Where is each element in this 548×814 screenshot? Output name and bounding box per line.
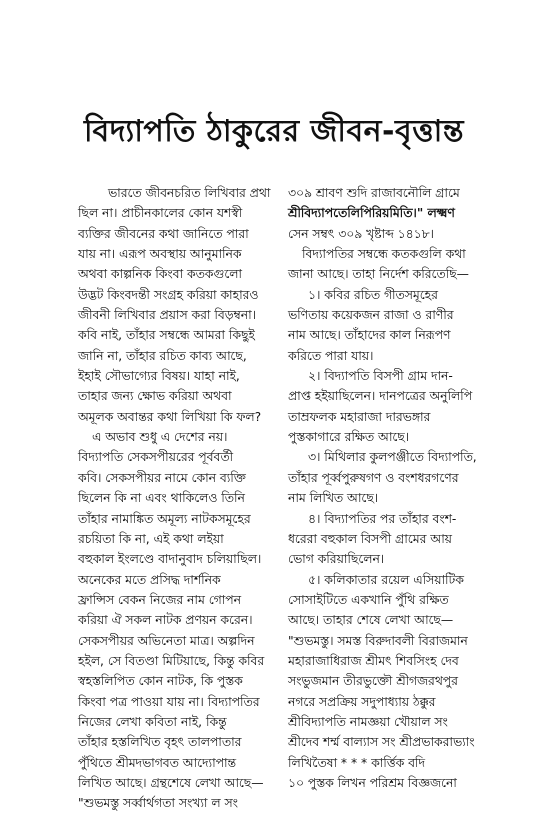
text-line: "শুভমস্তু। সমস্ত বিরুদাবলী বিরাজমান — [288, 633, 468, 648]
text-line: সোসাইটিতে একখানি পুঁথি রক্ষিত — [288, 592, 449, 607]
text-line: হইল, সে বিতণ্ডা মিটিয়াছে, কিন্তু কবির — [78, 653, 265, 668]
text-line: ভণিতায় কয়েকজন রাজা ও রাণীর — [288, 308, 454, 323]
text-line: ছিলেন কি না এবং থাকিলেও তিনি — [78, 491, 245, 506]
text-line: বহুকাল ইংলণ্ডে বাদানুবাদ চলিয়াছিল। — [78, 552, 262, 567]
text-line: ভোগ করিয়াছিলেন। — [288, 552, 385, 567]
text-line: মহারাজাধিরাজ শ্রীমৎ শিবসিংহ দেব — [288, 653, 459, 668]
right-column — [288, 183, 508, 790]
text-line: শ্রীদেব শর্ম্ম বাল্যাস সং শ্রীপ্রভাকরাভ্যাং — [288, 735, 475, 750]
text-line: অমূলক অবান্তর কথা লিখিয়া কি ফল? — [78, 409, 262, 424]
text-line: জানি না, তাঁহার রচিত কাব্য আছে, — [78, 348, 247, 363]
text-line: পুঁথিতে শ্রীমদভাগবত আদ্যোপান্ত — [78, 755, 237, 770]
text-line: পুস্তকাগারে রক্ষিত আছে। — [288, 430, 410, 445]
page-title: বিদ্যাপতি ঠাকুরের জীবন-বৃত্তান্ত — [83, 114, 465, 149]
text-line: উদ্ভট কিংবদন্তী সংগ্রহ করিয়া কাহারও — [78, 287, 259, 302]
text-line: কবি। সেকসপীয়র নামে কোন ব্যক্তি — [78, 470, 246, 485]
text-line: তাহার জন্য ক্ষোভ করিয়া অথবা — [78, 389, 232, 404]
text-line: লিখিত আছে। গ্রন্থশেষে লেখা আছে— — [78, 775, 264, 790]
text-line: শ্রীবিদ্যাপতি নামজ্ঞয়া খৌয়াল সং — [288, 714, 448, 729]
text-line: নাম লিখিত আছে। — [288, 491, 379, 506]
text-line: করিয়া ঐ সকল নাটক প্রণয়ন করেন। — [78, 613, 253, 628]
paragraph-shakespeare — [78, 427, 290, 814]
text-line: বিদ্যাপতি সেকসপীয়রের পূর্ববর্তী — [78, 450, 234, 465]
text-line: সেকসপীয়র অভিনেতা মাত্র। অল্পদিন — [78, 633, 255, 648]
paragraph-colophon — [288, 183, 508, 244]
text-line: এ অভাব শুধু এ দেশের নয়। — [92, 430, 228, 445]
text-line: কিংবা পত্র পাওয়া যায় না। বিদ্যাপতির — [78, 694, 260, 709]
text-line: ফ্রান্সিস বেকন নিজের নাম গোপন — [78, 592, 241, 607]
text-line: অথবা কাল্পনিক কিংবা কতকগুলো — [78, 267, 242, 282]
text-line: তাঁহার হস্তলিখিত বৃহৎ তালপাতার — [78, 735, 242, 750]
text-line: ১। কবির রচিত গীতসমূহের — [308, 287, 438, 302]
text-line: তাঁহার নামাঙ্কিত অমূল্য নাটকসমূহের — [78, 511, 251, 526]
text-line: লিখিতৈষা * * * কার্ত্তিক বদি — [288, 755, 425, 770]
text-line: তাম্রফলক মহারাজা দারভঙ্গার — [288, 409, 431, 424]
list-item-2 — [288, 366, 508, 447]
text-line: ধরেরা বহুকাল বিসপী গ্রামের আয় — [288, 531, 452, 546]
text-line: ৫। কলিকাতার রয়েল এসিয়াটিক — [308, 572, 464, 587]
text-line: ৩০৯ শ্রাবণ শুদি রাজাবনৌলি গ্রামে — [288, 186, 460, 200]
text-line: বিদ্যাপতির সম্বন্ধে কতকগুলি কথা — [302, 247, 466, 262]
text-line: শ্রীবিদ্যাপতেলিপিরিয়মিতি।" লক্ষ্মণ — [288, 206, 455, 221]
list-item-1 — [288, 285, 508, 366]
left-column — [78, 183, 290, 811]
text-line: অনেকের মতে প্রসিদ্ধ দার্শনিক — [78, 572, 221, 587]
text-line: যায় না। এরূপ অবস্থায় আনুমানিক — [78, 247, 242, 262]
paragraph-known-facts — [288, 244, 508, 285]
text-line: স্বহস্তলিপিত কোন নাটক, কি পুস্তক — [78, 674, 243, 689]
paragraph-intro — [78, 183, 290, 427]
text-line: প্রাপ্ত হইয়াছিলেন। দানপত্রের অনুলিপি — [288, 389, 473, 404]
text-line: ৪। বিদ্যাপতির পর তাঁহার বংশ- — [308, 511, 457, 526]
text-line: সংভুজমান তীরভুক্তৌ শ্রীগজরথপুর — [288, 674, 458, 689]
text-line: ইহাই সৌভাগ্যের বিষয়। যাহা নাই, — [78, 369, 240, 384]
text-line: ১০ পুস্তক লিখন পরিশ্রম বিজ্ঞজনো — [288, 775, 457, 790]
text-line: জানা আছে। তাহা নির্দেশ করিতেছি— — [288, 267, 469, 282]
list-item-4 — [288, 509, 508, 570]
text-line: নিজের লেখা কবিতা নাই, কিন্তু — [78, 714, 227, 729]
text-line: সেন সম্বৎ ৩০৯ খৃষ্টাব্দ ১৪১৮। — [288, 226, 434, 241]
text-line: রচয়িতা কি না, এই কথা লইয়া — [78, 531, 224, 546]
list-item-5 — [288, 570, 508, 794]
text-line: তাঁহার পূর্ব্বপুরুষগণ ও বংশধরগণের — [288, 470, 459, 485]
text-line: "শুভমস্তু সর্ব্বার্থগতা সংখ্যা ল সং — [78, 796, 238, 811]
text-line: ২। বিদ্যাপতি বিসপী গ্রাম দান- — [308, 369, 453, 384]
text-line: কবি নাই, তাঁহার সম্বন্ধে আমরা কিছুই — [78, 328, 255, 343]
text-line: নাম আছে। তাঁহাদের কাল নিরূপণ — [288, 328, 451, 343]
text-line: ছিল না। প্রাচীনকালের কোন যশস্বী — [78, 206, 243, 221]
text-line: জীবনী লিখিবার প্রয়াস করা বিড়ম্বনা। — [78, 308, 257, 323]
text-line: ভারতে জীবনচরিত লিখিবার প্রথা — [108, 186, 271, 200]
text-line: নগরে সপ্রক্রিয় সদুপাধ্যায় ঠক্কুর — [288, 694, 436, 709]
text-line: আছে। তাহার শেষে লেখা আছে— — [288, 613, 454, 628]
text-line: ব্যক্তির জীবনের কথা জানিতে পারা — [78, 226, 249, 241]
text-line: করিতে পারা যায়। — [288, 348, 374, 363]
list-item-3 — [288, 447, 508, 508]
text-line: ৩। মিথিলার কুলপঞ্জীতে বিদ্যাপতি, — [308, 450, 477, 465]
